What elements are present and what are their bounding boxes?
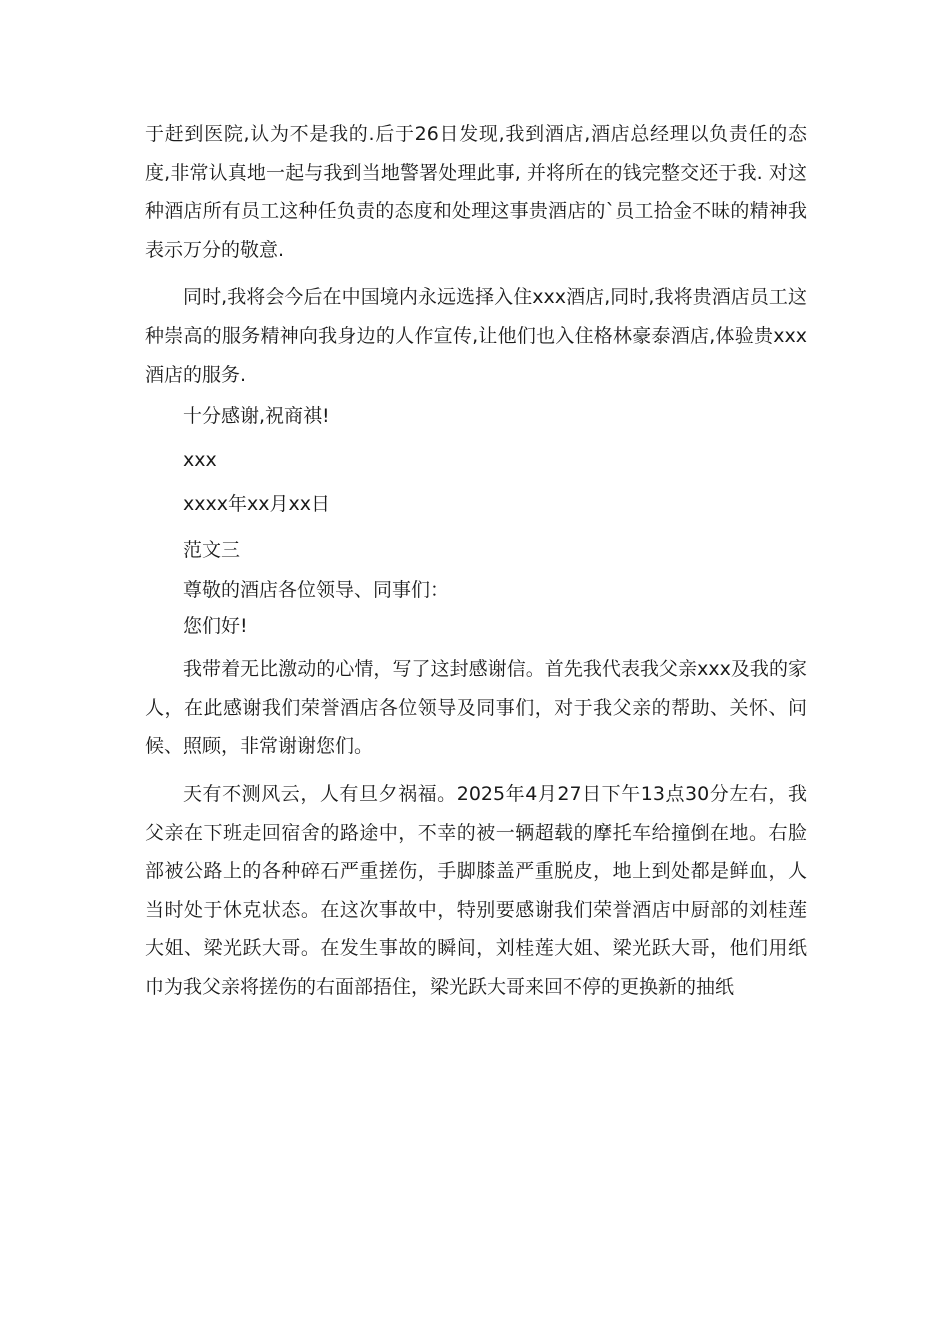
paragraph-accident-account: 天有不测风云，人有旦夕祸福。2025年4月27日下午13点30分左右，我父亲在下班走回宿舍的路途中，不幸的被一辆超载的摩托车给撞倒在地。右脸部被公路上的各种碎石严重搓伤，手脚膝盖严重脱皮，地上到处都是鲜血，人当时处于休克状态。在这次事故中，特别要感谢我们荣誉酒店中厨部的刘桂莲大姐、梁光跃大哥。在发生事故的瞬间，刘桂莲大姐、梁光跃大哥，他们用纸巾为我父亲将搓伤的右面部捂住，梁光跃大哥来回不停的更换新的抽纸 bbox=[145, 782, 807, 998]
closing-thanks: 十分感谢,祝商祺! bbox=[183, 405, 330, 428]
closing-date: xxxx年xx月xx日 bbox=[183, 493, 330, 516]
section-heading-sample-three: 范文三 bbox=[183, 539, 241, 562]
paragraph-gratitude: 我带着无比激动的心情，写了这封感谢信。首先我代表我父亲xxx及我的家人，在此感谢我们荣誉酒店各位领导及同事们，对于我父亲的帮助、关怀、问候、照顾，非常谢谢您们。 bbox=[145, 658, 807, 758]
document-body bbox=[145, 115, 807, 1007]
greeting: 您们好! bbox=[183, 615, 248, 638]
salutation: 尊敬的酒店各位领导、同事们： bbox=[183, 579, 450, 602]
paragraph-hotel-return: 于赶到医院,认为不是我的.后于26日发现,我到酒店,酒店总经理以负责任的态度,非常认真地一起与我到当地警署处理此事, 并将所在的钱完整交还于我. 对这种酒店所有员工这种任负责的态度和处理这事贵酒店的`员工拾金不昧的精神我表示万分的敬意. bbox=[145, 123, 807, 261]
closing-signature: xxx bbox=[183, 449, 217, 472]
paragraph-future-stay: 同时,我将会今后在中国境内永远选择入住xxx酒店,同时,我将贵酒店员工这种崇高的服务精神向我身边的人作宣传,让他们也入住格林豪泰酒店,体验贵xxx酒店的服务. bbox=[145, 286, 807, 386]
